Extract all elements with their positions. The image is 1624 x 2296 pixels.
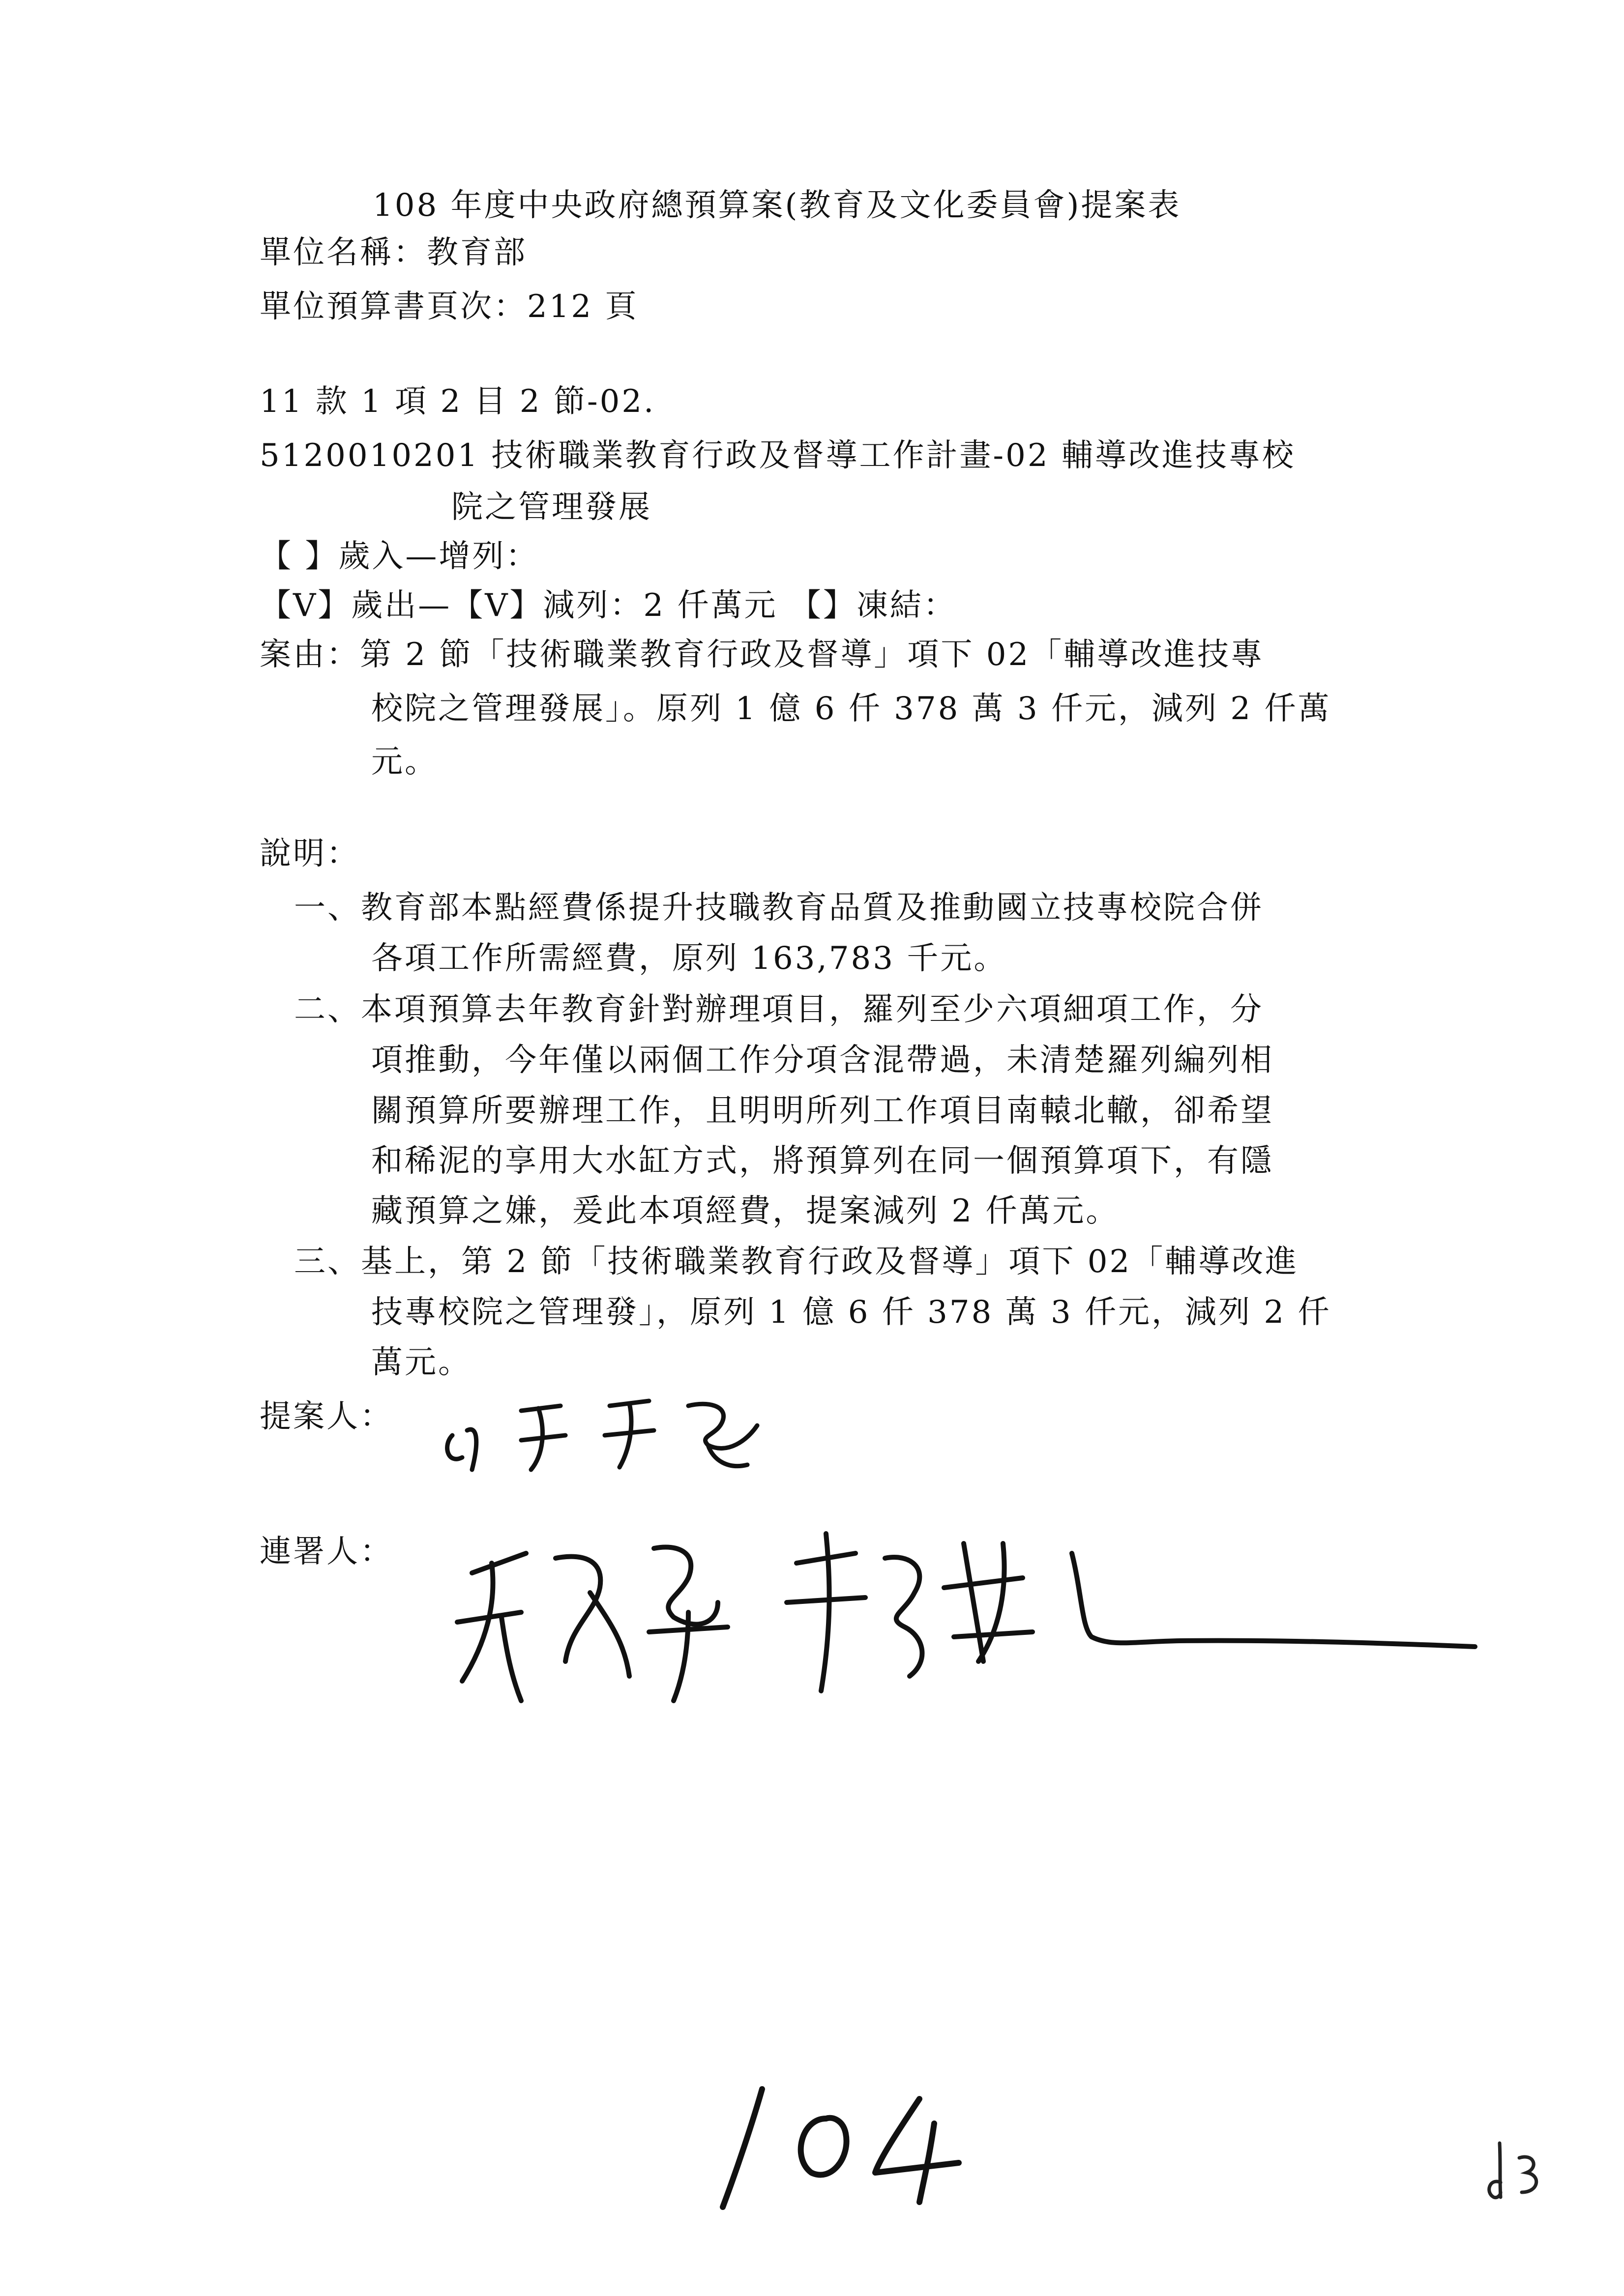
- explanation-1-line-1: 一、教育部本點經費係提升技職教育品質及推動國立技專校院合併: [294, 890, 1264, 926]
- revenue-line: 【 】歲入—增列：: [260, 538, 539, 575]
- explanation-2-line-4: 和稀泥的享用大水缸方式，將預算列在同一個預算項下，有隱: [371, 1143, 1274, 1179]
- unit-budget-page: 單位預算書頁次：212 頁: [260, 289, 639, 325]
- explanation-3-line-3: 萬元。: [371, 1344, 472, 1381]
- reason-line-3: 元。: [371, 744, 438, 780]
- reason-line-1: 案由：第 2 節「技術職業教育行政及督導」項下 02「輔導改進技專: [260, 637, 1265, 673]
- margin-mark: [1480, 2128, 1559, 2207]
- expenditure-line: 【V】歲出—【V】減列：2 仟萬元 【】凍結：: [260, 587, 957, 624]
- proposer-label: 提案人：: [260, 1398, 393, 1435]
- reason-line-2: 校院之管理發展」。原列 1 億 6 仟 378 萬 3 仟元，減列 2 仟萬: [371, 691, 1331, 727]
- unit-name: 單位名稱：教育部: [260, 234, 527, 271]
- explanation-1-line-2: 各項工作所需經費，原列 163,783 千元。: [371, 940, 1007, 977]
- explanation-2-line-3: 關預算所要辦理工作，且明明所列工作項目南轅北轍，卻希望: [371, 1093, 1274, 1129]
- explanation-3-line-2: 技專校院之管理發」，原列 1 億 6 仟 378 萬 3 仟元，減列 2 仟: [371, 1294, 1331, 1331]
- explanation-label: 說明：: [260, 836, 360, 872]
- plan-line-2: 院之管理發展: [451, 489, 652, 525]
- handwritten-page-number: [703, 2060, 1008, 2217]
- explanation-3-line-1: 三、基上，第 2 節「技術職業教育行政及督導」項下 02「輔導改進: [294, 1244, 1299, 1280]
- cosigner-label: 連署人：: [260, 1534, 393, 1570]
- cosigner-signature: [443, 1514, 1524, 1720]
- explanation-2-line-5: 藏預算之嫌，爰此本項經費，提案減列 2 仟萬元。: [371, 1193, 1120, 1229]
- form-title: 108 年度中央政府總預算案(教育及文化委員會)提案表: [373, 187, 1181, 224]
- explanation-2-line-2: 項推動，今年僅以兩個工作分項含混帶過，未清楚羅列編列相: [371, 1042, 1274, 1078]
- proposer-signature: [433, 1371, 787, 1480]
- plan-line-1: 5120010201 技術職業教育行政及督導工作計畫-02 輔導改進技專校: [260, 437, 1296, 474]
- explanation-2-line-1: 二、本項預算去年教育針對辦理項目，羅列至少六項細項工作，分: [294, 991, 1264, 1028]
- section-code: 11 款 1 項 2 目 2 節-02.: [260, 383, 656, 420]
